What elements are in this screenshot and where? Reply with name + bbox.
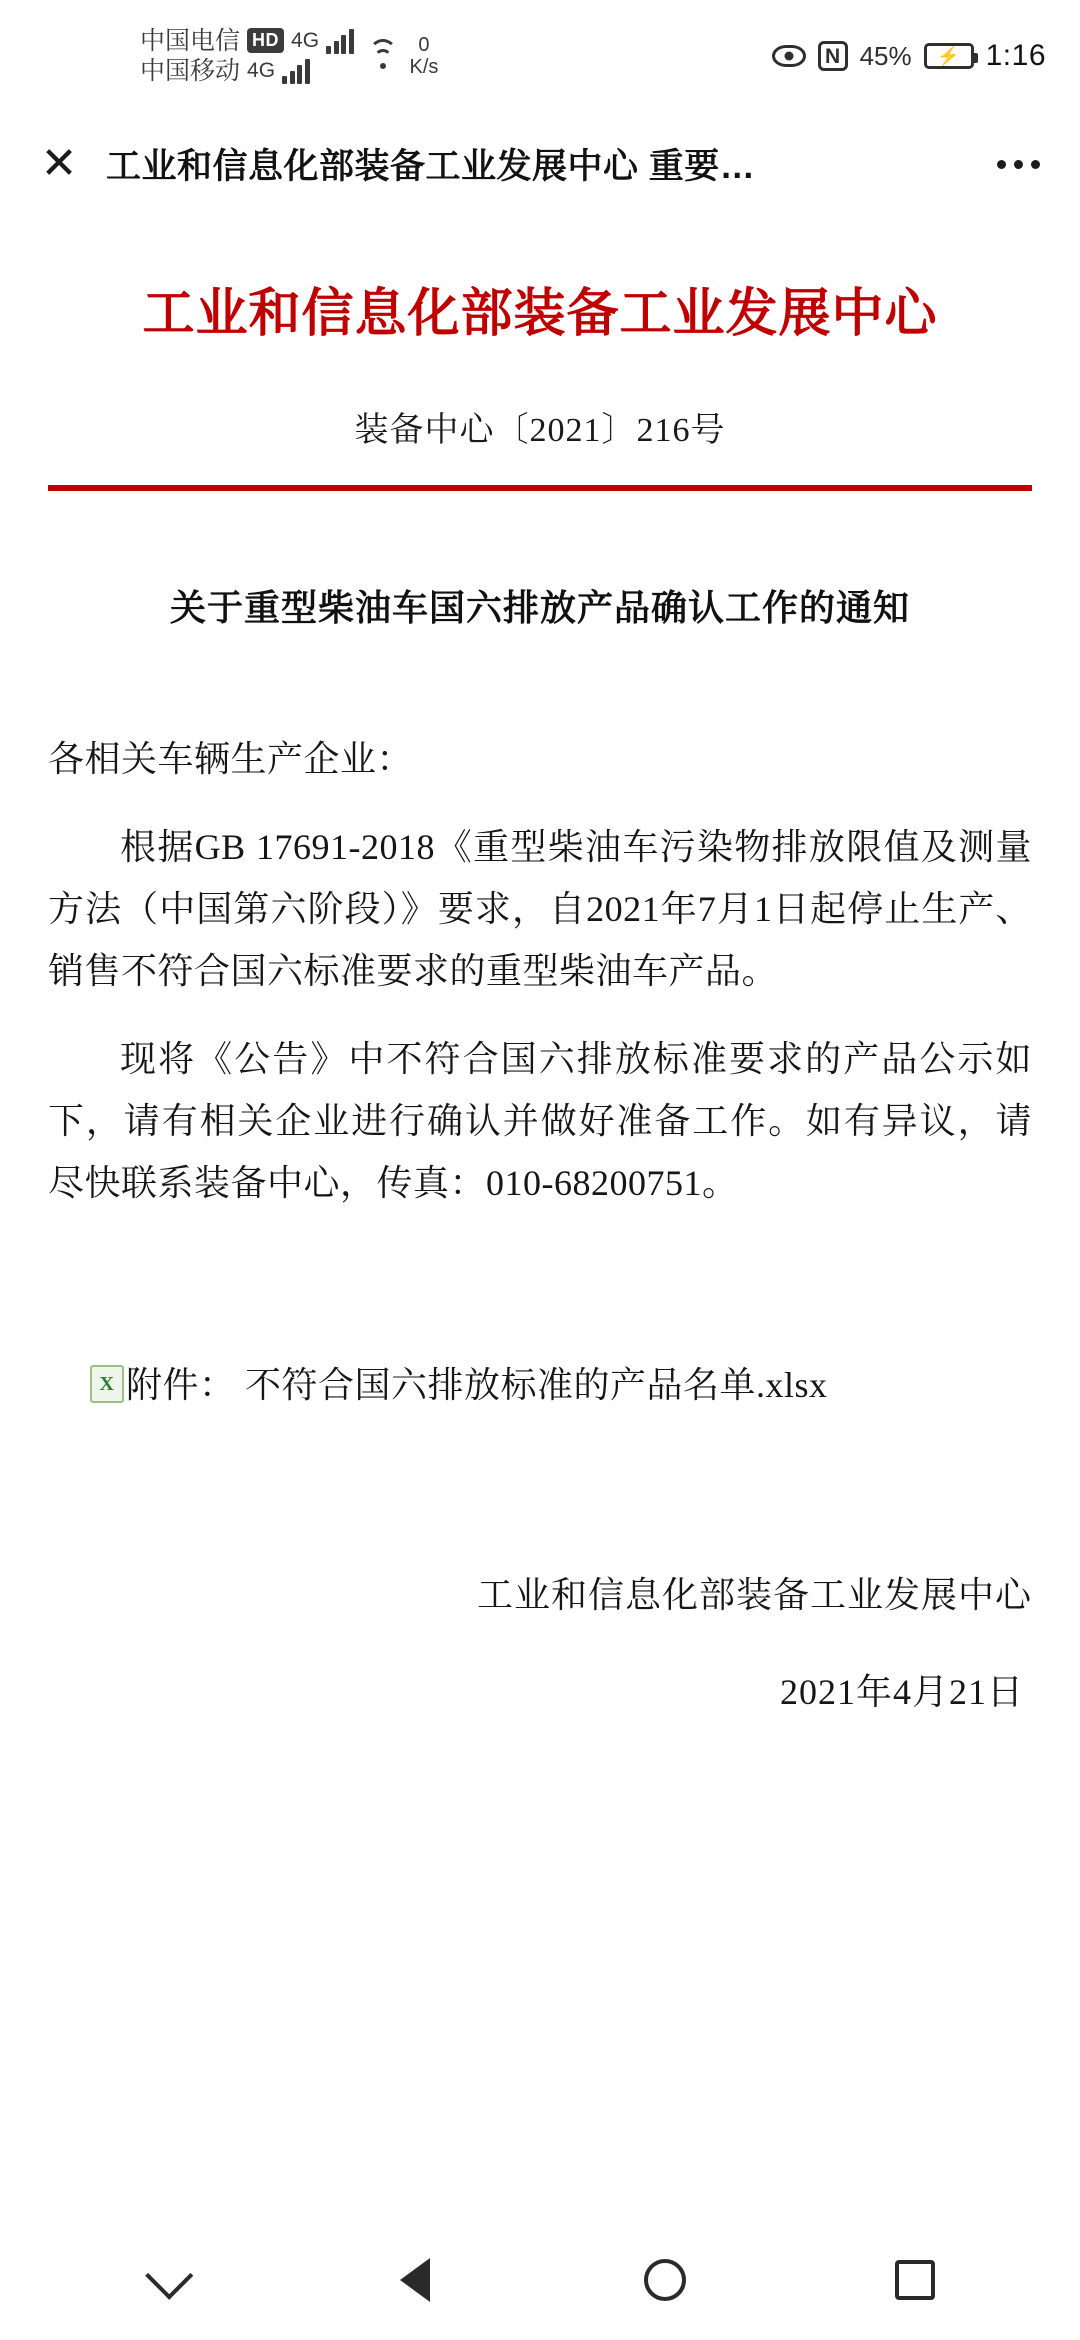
back-button[interactable] bbox=[360, 2235, 470, 2325]
carrier-info bbox=[140, 26, 354, 87]
signal-icon bbox=[326, 28, 354, 54]
document-salutation: 各相关车辆生产企业： bbox=[48, 739, 414, 780]
document-number: 装备中心〔2021〕216号 bbox=[354, 412, 726, 450]
battery-percent-label: 45% bbox=[859, 40, 912, 71]
network-speed bbox=[410, 34, 439, 78]
more-options-icon[interactable] bbox=[960, 160, 1040, 169]
document-subject: 关于重型柴油车国六排放产品确认工作的通知 bbox=[169, 588, 910, 629]
home-button[interactable] bbox=[610, 2235, 720, 2325]
square-recents-icon bbox=[895, 2260, 935, 2300]
status-bar bbox=[0, 0, 1080, 112]
network-speed-unit: K/s bbox=[409, 56, 439, 78]
carrier-secondary-label: 中国移动 bbox=[140, 57, 241, 85]
signal-icon bbox=[282, 58, 310, 84]
attachment-row[interactable] bbox=[48, 1355, 1032, 1417]
network-speed-value: 0 bbox=[418, 34, 430, 56]
document-paragraph: 根据GB 17691-2018《重型柴油车污染物排放限值及测量方法（中国第六阶段）》要求，自2021年7月1日起停止生产、销售不符合国六标准要求的重型柴油车产品。 bbox=[48, 827, 1032, 992]
document-content bbox=[0, 216, 1080, 2220]
recents-button[interactable] bbox=[860, 2235, 970, 2325]
nfc-icon: N bbox=[818, 41, 848, 71]
close-icon[interactable]: ✕ bbox=[40, 139, 78, 188]
clock-label: 1:16 bbox=[985, 39, 1046, 72]
excel-file-icon bbox=[90, 1365, 124, 1403]
eye-icon bbox=[772, 45, 806, 67]
document-paragraph: 现将《公告》中不符合国六排放标准要求的产品公示如下，请有相关企业进行确认并做好准备工作。如有异议，请尽快联系装备中心，传真：010-68200751。 bbox=[48, 1039, 1032, 1203]
chevron-down-icon bbox=[145, 2252, 193, 2300]
status-right-icons bbox=[772, 39, 1046, 73]
carrier-secondary-net-label: 4G bbox=[247, 59, 276, 83]
page-title: 工业和信息化部装备工业发展中心 重要… bbox=[106, 147, 756, 186]
carrier-primary-label: 中国电信 bbox=[140, 26, 241, 55]
document-org-header: 工业和信息化部装备工业发展中心 bbox=[142, 286, 938, 343]
circle-home-icon bbox=[644, 2259, 686, 2301]
red-divider bbox=[48, 485, 1032, 491]
carrier-primary-row bbox=[140, 26, 354, 57]
excel-file-icon-letter: X bbox=[99, 1372, 115, 1395]
triangle-back-icon bbox=[400, 2258, 430, 2302]
carrier-primary-net-label: 4G bbox=[291, 28, 320, 52]
battery-charging-icon: ⚡ bbox=[924, 43, 974, 69]
attachment-filename[interactable]: 不符合国六排放标准的产品名单.xlsx bbox=[245, 1364, 828, 1405]
keyboard-hide-button[interactable] bbox=[110, 2235, 220, 2325]
hd-badge: HD bbox=[247, 28, 284, 53]
document-signdate: 2021年4月21日 bbox=[779, 1671, 1024, 1712]
wifi-icon bbox=[368, 43, 398, 69]
system-navigation-bar bbox=[0, 2220, 1080, 2340]
document-text bbox=[48, 729, 1032, 1214]
title-bar bbox=[0, 112, 1080, 216]
carrier-secondary-row bbox=[140, 56, 354, 87]
attachment-label: 附件： bbox=[126, 1364, 236, 1405]
status-left-icons bbox=[368, 34, 439, 78]
document-signoff: 工业和信息化部装备工业发展中心 bbox=[476, 1574, 1032, 1615]
